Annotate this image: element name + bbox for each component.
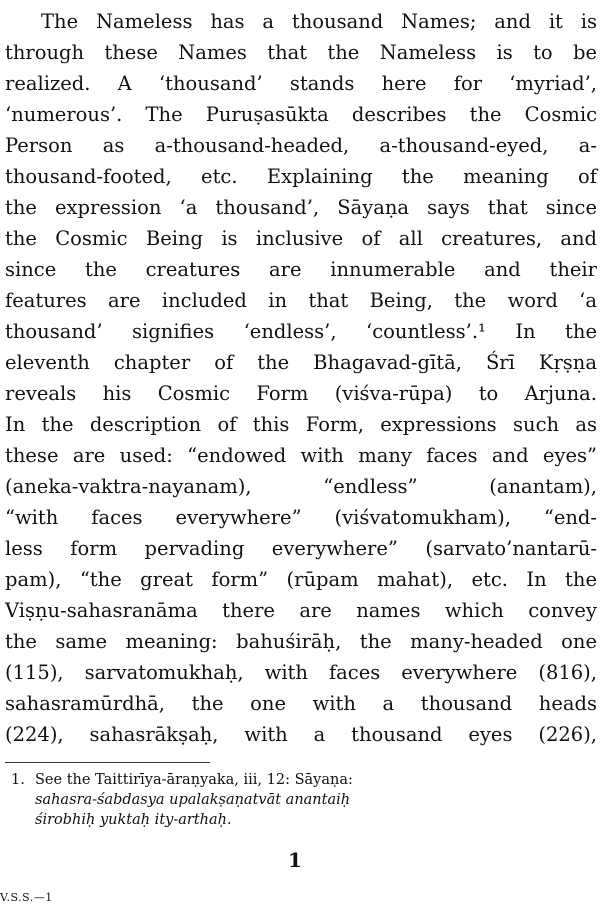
body-line: through these Names that the Nameless is to be	[5, 41, 597, 64]
body-line: (224), sahasrākṣaḥ, with a thousand eyes (226),	[5, 723, 597, 746]
body-line: realized. A ‘thousand’ stands here for ‘myriad’,	[5, 72, 597, 95]
body-line: In the description of this Form, expressions such as	[5, 413, 597, 436]
footnote-number: 1.	[11, 772, 25, 788]
body-line: sahasramūrdhā, the one with a thousand heads	[5, 692, 597, 715]
body-line: these are used: “endowed with many faces and eyes”	[5, 444, 597, 467]
page-number: 1	[288, 848, 302, 872]
footnote	[5, 770, 597, 830]
body-line: features are included in that Being, the word ‘a	[5, 289, 597, 312]
body-line: less form pervading everywhere” (sarvato’nantarū-	[5, 537, 597, 560]
body-line: (aneka-vaktra-nayanam), “endless” (anantam),	[5, 475, 597, 498]
body-text	[5, 6, 597, 750]
body-line: since the creatures are innumerable and their	[5, 258, 597, 281]
footnote-line	[5, 770, 597, 790]
body-line: thousand’ signifies ‘endless’, ‘countless’.¹ In the	[5, 320, 597, 343]
body-line: Person as a-thousand-headed, a-thousand-eyed, a-	[5, 134, 597, 157]
footnote-line: śirobhiḥ yuktaḥ ity-arthaḥ.	[35, 812, 232, 828]
body-line: The Nameless has a thousand Names; and it is	[41, 10, 597, 33]
body-line: ‘numerous’. The Puruṣasūkta describes the Cosmic	[5, 103, 597, 126]
footnote-text: See the Taittirīya-āraṇyaka, iii, 12: Sāyaṇa:	[35, 772, 353, 788]
footnote-divider	[5, 762, 210, 763]
body-line: the Cosmic Being is inclusive of all creatures, and	[5, 227, 597, 250]
body-line: the same meaning: bahuśirāḥ, the many-headed one	[5, 630, 597, 653]
signature-mark: V.S.S.—1	[0, 891, 53, 904]
body-line: thousand-footed, etc. Explaining the meaning of	[5, 165, 597, 188]
body-line: “with faces everywhere” (viśvatomukham), “end-	[5, 506, 597, 529]
body-line: Viṣṇu-sahasranāma there are names which convey	[5, 599, 597, 622]
body-line: the expression ‘a thousand’, Sāyaṇa says that since	[5, 196, 597, 219]
body-line: reveals his Cosmic Form (viśva-rūpa) to Arjuna.	[5, 382, 597, 405]
footnote-line: sahasra-śabdasya upalakṣaṇatvāt anantaiḥ	[35, 792, 351, 808]
body-line: (115), sarvatomukhaḥ, with faces everywhere (816),	[5, 661, 597, 684]
body-line: eleventh chapter of the Bhagavad-gītā, Śrī Kṛṣṇa	[5, 351, 597, 374]
body-line: pam), “the great form” (rūpam mahat), etc. In the	[5, 568, 597, 591]
